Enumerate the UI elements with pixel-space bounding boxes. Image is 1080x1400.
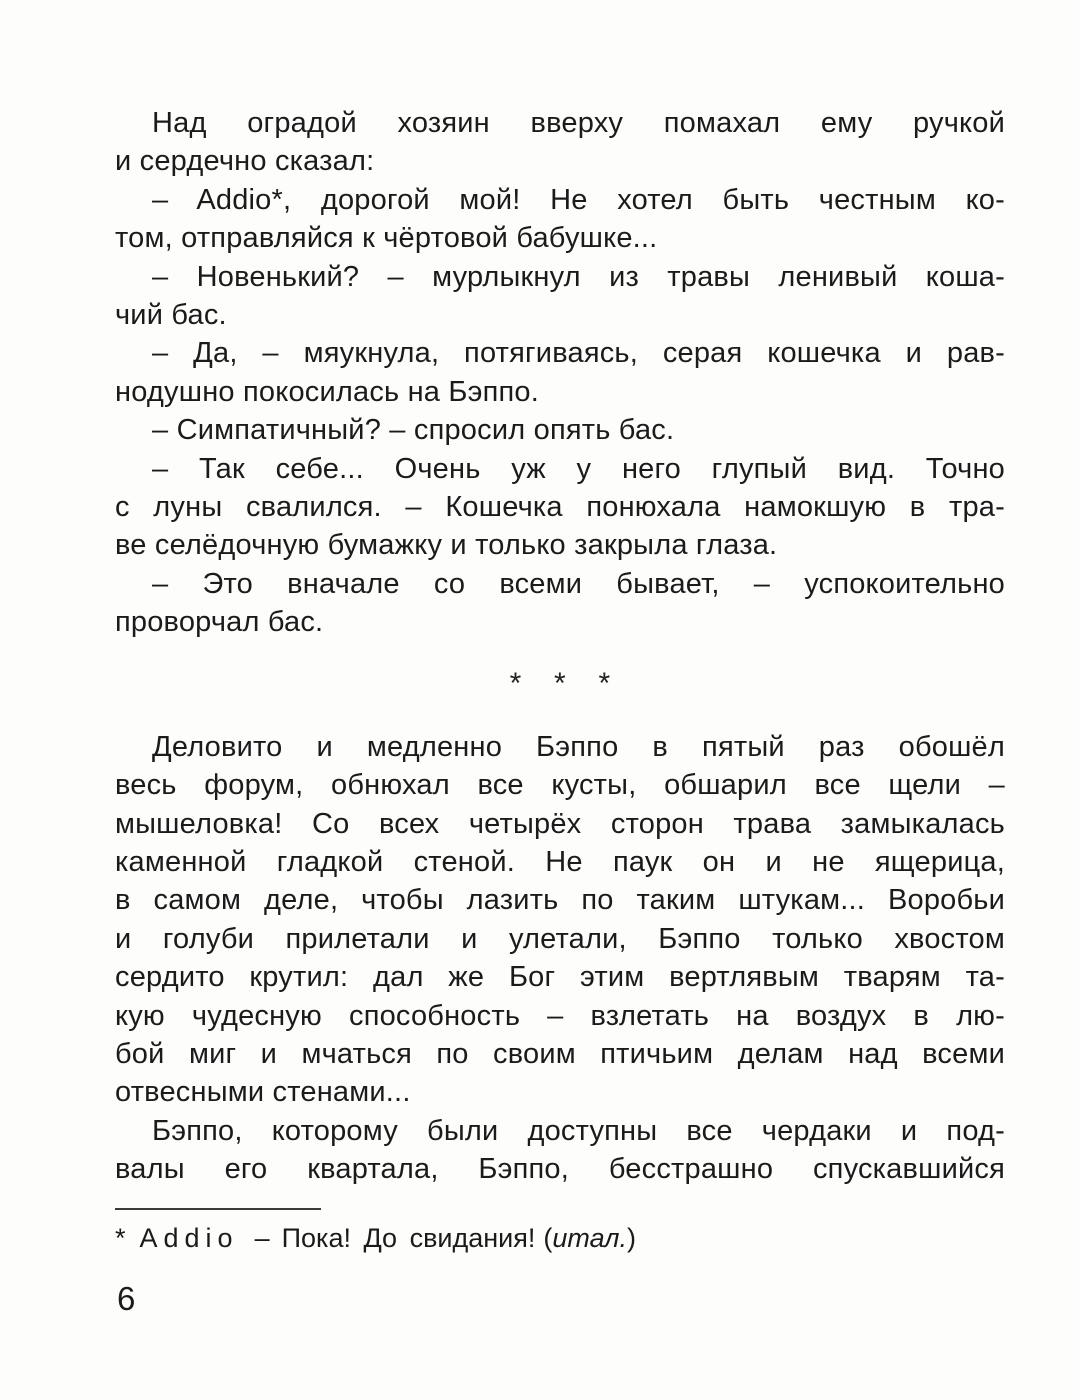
text-line: – Addio*, дорогой мой! Не хотел быть честным ко- <box>152 183 1005 216</box>
footnote-lang-note <box>543 1223 636 1253</box>
footnote-term: Addio <box>139 1223 239 1253</box>
section-separator: * * * <box>509 667 611 701</box>
text-line: Бэппо, которому были доступны все чердаки и под- <box>152 1114 1005 1147</box>
text-line: проворчал бас. <box>115 606 324 639</box>
text-line: – Да, – мяукнула, потягиваясь, серая кошечка и рав- <box>152 337 1005 370</box>
footnote-dash: – <box>254 1223 270 1253</box>
text-line: кую чудесную способность – взлетать на воздух в лю- <box>115 999 1005 1032</box>
text-line: сердито крутил: дал же Бог этим вертлявым тварям та- <box>115 961 1005 994</box>
footnote-paren-close: ) <box>627 1223 637 1253</box>
text-line: ве селёдочную бумажку и только закрыла глаза. <box>115 529 778 562</box>
text-line: Над оградой хозяин вверху помахал ему ручкой <box>152 107 1005 139</box>
text-line: Деловито и медленно Бэппо в пятый раз обошёл <box>152 730 1005 763</box>
text-line: валы его квартала, Бэппо, бесстрашно спускавшийся <box>115 1153 1005 1186</box>
text-line: с луны свалился. – Кошечка понюхала намокшую в тра- <box>115 490 1005 523</box>
footnote-translation: Пока! До свидания! <box>281 1223 536 1253</box>
text-line: мышеловка! Со всех четырёх сторон трава замыкалась <box>115 807 1005 840</box>
footnote-divider <box>115 1208 321 1210</box>
paragraph-block <box>115 728 1005 1189</box>
text-line: бой миг и мчаться по своим птичьим делам над всеми <box>115 1038 1005 1070</box>
footnote-paren-open: ( <box>543 1223 553 1253</box>
text-column <box>115 104 1005 1189</box>
text-line: – Новенький? – мурлыкнул из травы ленивый коша- <box>152 260 1005 293</box>
footnote <box>115 1220 1005 1256</box>
text-line: в самом деле, чтобы лазить по таким штукам... Воробьи <box>115 884 1005 917</box>
footnote-lang: итал. <box>552 1223 628 1253</box>
page-number: 6 <box>117 1280 136 1317</box>
text-line: чий бас. <box>115 298 227 331</box>
text-line: нодушно покосилась на Бэппо. <box>115 375 540 408</box>
text-line: – Так себе... Очень уж у него глупый вид. Точно <box>152 452 1005 485</box>
text-line: и голуби прилетали и улетали, Бэппо только хвостом <box>115 922 1005 955</box>
text-line: каменной гладкой стеной. Не паук он и не ящерица, <box>115 846 1005 879</box>
text-line: и сердечно сказал: <box>115 145 375 178</box>
text-line: том, отправляйся к чёртовой бабушке... <box>115 222 658 255</box>
text-line: отвесными стенами... <box>115 1076 411 1109</box>
text-line: весь форум, обнюхал все кусты, обшарил все щели – <box>115 769 1005 802</box>
paragraph-block <box>115 104 1005 641</box>
footnote-marker: * <box>115 1223 126 1253</box>
text-line: – Симпатичный? – спросил опять бас. <box>152 414 675 447</box>
text-line: – Это вначале со всеми бывает, – успокоительно <box>152 567 1005 600</box>
